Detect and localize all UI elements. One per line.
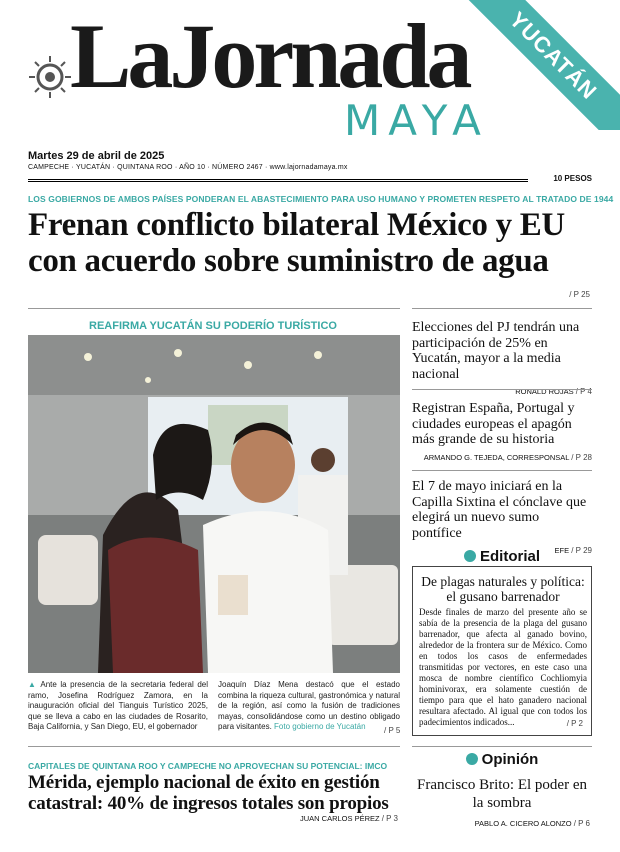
bottom-kicker: CAPITALES DE QUINTANA ROO Y CAMPECHE NO APROVECHAN SU POTENCIAL: IMCO: [28, 761, 388, 771]
caption-arrow-icon: ▲: [28, 680, 38, 689]
editorial-label: Editorial: [479, 548, 540, 565]
side-story-author: RONALD ROJAS: [515, 387, 574, 396]
edition-banner: [460, 0, 620, 130]
opinion-headline[interactable]: Francisco Brito: El poder en la sombra: [417, 777, 587, 811]
photo-credit: Foto gobierno de Yucatán: [274, 722, 366, 731]
divider: [412, 389, 592, 390]
lead-page-ref: / P 25: [569, 290, 590, 299]
opinion-author: PABLO A. CICERO ALONZO: [474, 819, 572, 828]
newspaper-logo: LaJornada: [70, 5, 469, 107]
lead-headline[interactable]: Frenan conflicto bilateral México y EU con acuerdo sobre suministro de agua: [28, 207, 565, 279]
opinion-icon: [466, 753, 478, 765]
price-row: [28, 174, 592, 186]
photo-illustration: [28, 335, 400, 673]
side-story[interactable]: [412, 479, 592, 555]
event-photo[interactable]: [28, 335, 400, 673]
divider: [412, 308, 592, 309]
editorial-body: Desde finales de marzo del presente año se sabía de la presencia de la plaga del gusano barrenador, que afecta al ganado bovino, alrededor de la frontera sur de México. Como en todos los casos de enfermedades transmitidas por vectores, en este caso una mosca de nombre científico Cochliomyia hominivorax, era solamente cuestión de tiempo para que el hato ganadero nacional resultara afectado. Al igual que con todos los padecimientos indicados...: [419, 607, 587, 727]
sun-logo-icon: [28, 55, 72, 99]
logo-maya: MAYA: [344, 96, 489, 145]
editorial-section-title: [412, 548, 592, 565]
edition-label: YUCATÁN: [460, 0, 620, 130]
bottom-author: JUAN CARLOS PÉREZ: [299, 814, 380, 823]
side-story-author: EFE: [554, 546, 570, 555]
divider: [412, 470, 592, 471]
opinion-section-title: [412, 751, 592, 768]
divider: [28, 746, 400, 747]
editorial-icon: [464, 550, 476, 562]
editorial-box[interactable]: [412, 566, 592, 736]
side-story-ref: / P 28: [571, 452, 592, 462]
opinion-page-ref: / P 6: [573, 819, 590, 828]
price-divider: [28, 179, 528, 182]
lead-kicker: LOS GOBIERNOS DE AMBOS PAÍSES PONDERAN EL ABASTECIMIENTO PARA USO HUMANO Y PROMETEN RESPETO AL TRATADO DE 1944: [28, 194, 614, 204]
divider: [28, 308, 400, 309]
opinion-byline: [475, 819, 590, 828]
issue-date: Martes 29 de abril de 2025: [28, 150, 165, 162]
price: 10 PESOS: [553, 174, 592, 183]
side-story-author: ARMANDO G. TEJEDA, CORRESPONSAL: [423, 452, 570, 462]
side-story-headline[interactable]: Elecciones del PJ tendrán una participación de 25% en Yucatán, mayor a la media nacional: [412, 320, 580, 382]
caption-text-right: Joaquín Díaz Mena destacó que el estado combina la riqueza cultural, gastronómica y natural de la región, así como la fusión de tradiciones mayas, consolidándose como un destino obligado para visitantes.: [218, 680, 400, 731]
side-story-ref: / P 29: [571, 546, 592, 555]
bottom-page-ref: / P 3: [381, 814, 398, 823]
masthead: [0, 0, 620, 150]
side-story[interactable]: [412, 320, 592, 396]
side-story-headline[interactable]: El 7 de mayo iniciará en la Capilla Sixtina el cónclave que elegirá un nuevo sumo pontífice: [412, 479, 587, 541]
editorial-page-ref: / P 2: [566, 719, 583, 728]
photo-page-ref: / P 5: [384, 726, 401, 735]
photo-caption-left: [28, 680, 208, 733]
photo-section-title: REAFIRMA YUCATÁN SU PODERÍO TURÍSTICO: [89, 320, 337, 332]
opinion-label: Opinión: [481, 751, 539, 768]
side-story-headline[interactable]: Registran España, Portugal y ciudades europeas el apagón más grande de su historia: [412, 401, 575, 447]
caption-text-left: Ante la presencia de la secretaria federal del ramo, Josefina Rodríguez Zamora, en la inauguración oficial del Tianguis Turístico 2025, que se lleva a cabo en las ciudades de Rosarito, Baja California, y San Diego, EU, el gobernador: [28, 680, 209, 731]
side-story-ref: / P 4: [575, 387, 592, 396]
issue-meta: CAMPECHE · YUCATÁN · QUINTANA ROO · AÑO 10 · NÚMERO 2467 · www.lajornadamaya.mx: [28, 164, 348, 171]
side-story-byline: [412, 453, 592, 462]
bottom-headline[interactable]: Mérida, ejemplo nacional de éxito en gestión catastral: 40% de ingresos totales son propios: [28, 772, 389, 814]
divider: [412, 746, 592, 747]
bottom-byline: [300, 814, 398, 823]
side-story[interactable]: [412, 401, 592, 462]
editorial-headline[interactable]: De plagas naturales y política: el gusano barrenador: [421, 574, 585, 604]
photo-caption-right: [218, 680, 400, 733]
